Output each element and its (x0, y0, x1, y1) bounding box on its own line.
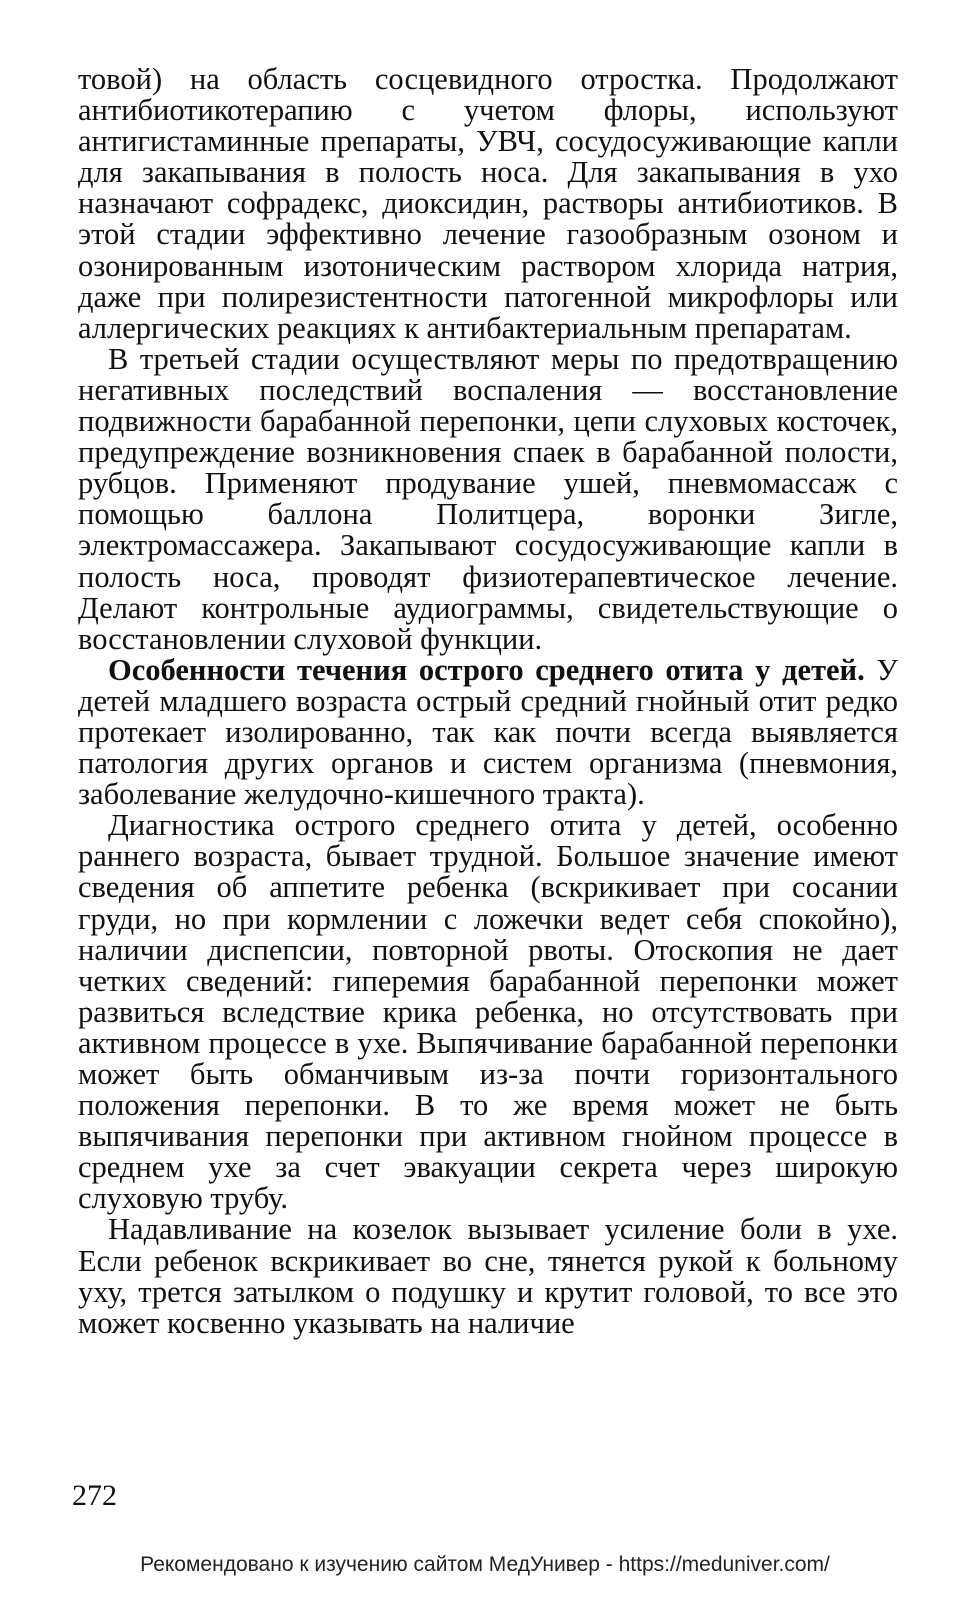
section-heading: Особенности течения острого среднего отита у детей. (108, 652, 865, 687)
paragraph-continuation (78, 64, 898, 344)
paragraph-third-stage (78, 341, 898, 656)
paragraph-text: У детей младшего возраста острый средний гнойный отит редко протекает изолированно, так как почти всегда выявляется патология других органов и систем организма (пневмония, заболевание желудочно-кишечного тракта). (78, 652, 898, 812)
paragraph-diagnostics (78, 810, 898, 1214)
paragraph-text: товой) на область сосцевидного отростка. Продолжают антибиотикотерапию с учетом флоры, используют антигистаминные препараты, УВЧ, сосудосуживающие капли для закапывания в полость носа. Для закапывания в ухо назначают софрадекс, диоксидин, растворы антибиотиков. В этой стадии эффективно лечение газообразным озоном и озонированным изотоническим раствором хлорида натрия, даже при полирезистентности патогенной микрофлоры или аллергических реакциях к антибактериальным препаратам. (78, 62, 898, 345)
paragraph-text: Надавливание на козелок вызывает усиление боли в ухе. Если ребенок вскрикивает во сне, тянется рукой к больному уху, трется затылком о подушку и крутит головой, то все это может косвенно указывать на наличие (78, 1212, 898, 1340)
paragraph-text: В третьей стадии осуществляют меры по предотвращению негативных последствий воспаления — восстановление подвижности барабанной перепонки, цепи слуховых косточек, предупреждение возникновения спаек в барабанной полости, рубцов. Применяют продувание ушей, пневмомассаж с помощью баллона Политцера, воронки Зигле, электромассажера. Закапывают сосудосуживающие капли в полость носа, проводят физиотерапевтическое лечение. Делают контрольные аудиограммы, свидетельствующие о восстановлении слуховой функции. (78, 341, 898, 656)
paragraph-children-features (78, 652, 898, 812)
paragraph-text: Диагностика острого среднего отита у детей, особенно раннего возраста, бывает трудной. Большое значение имеют сведения об аппетите ребенка (вскрикивает при сосании груди, но при кормлении с ложечки ведет себя спокойно), наличии диспепсии, повторной рвоты. Отоскопия не дает четких сведений: гиперемия барабанной перепонки может развиться вследствие крика ребенка, но отсутствовать при активном процессе в ухе. Выпячивание барабанной перепонки может быть обманчивым из-за почти горизонтального положения перепонки. В то же время может не быть выпячивания перепонки при активном гнойном процессе в среднем ухе за счет эвакуации секрета через широкую слуховую трубу. (78, 808, 898, 1216)
footer-text: Рекомендовано к изучению сайтом МедУнивер - (140, 1553, 619, 1576)
page-number: 272 (72, 1479, 117, 1512)
footer-watermark (0, 1552, 970, 1578)
paragraph-tragus (78, 1214, 898, 1338)
footer-link[interactable]: https://meduniver.com/ (618, 1553, 830, 1576)
body-text (78, 64, 898, 1339)
book-page (78, 64, 898, 1534)
